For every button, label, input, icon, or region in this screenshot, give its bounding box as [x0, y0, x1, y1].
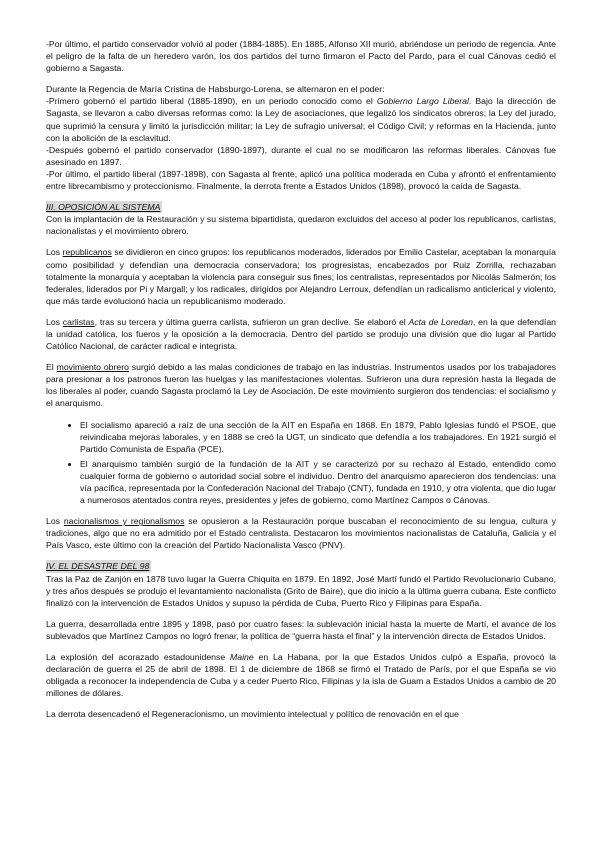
underlined-term: nacionalismos y regionalismos: [63, 516, 185, 527]
paragraph-republicans: Los republicanos se dividieron en cinco grupos: los republicanos moderados, liderados por Emilio Castelar, aceptaban la monarquía como posibilidad y defendían una democracia conservadora; los progresistas, encabezados por Ruiz Zorrilla, rechazaban totalmente la monarquía y aceptaban la violencia para conseguir sus fines; los centralistas, representados por Nicolás Salmerón; los federales, liderados por Pi y Margall; y los radicales, dirigidos por Alejandro Lerroux, defendían un radicalismo anticlerical y violento, que más tarde evolucionó hacia un republicanismo moderado.: [46, 247, 556, 306]
paragraph-cuban-war: Tras la Paz de Zanjón en 1878 tuvo lugar la Guerra Chiquita en 1879. En 1892, José Martí fundó el Partido Revolucionario Cubano, y tres años después se produjo el levantamiento nacionalista (Grito de Baire), que dio inicio a la última guerra cubana. Este conflicto finalizó con la intervención de Estados Unidos y supuso la pérdida de Cuba, Puerto Rico y Filipinas para España.: [46, 573, 556, 608]
paragraph-war-phases: La guerra, desarrollada entre 1895 y 1898, pasó por cuatro fases: la sublevación inicial hasta la muerte de Martí, el avance de los sublevados que Martínez Campos no logró frenar, la política de “guerra hasta el final” y la intervención directa de Estados Unidos.: [46, 618, 556, 641]
italic-term: Maine: [230, 652, 254, 663]
tendencies-list: [46, 419, 556, 507]
paragraph-conservative-return: -Por último, el partido conservador volvió al poder (1884-1885). En 1885, Alfonso XII murió, abriéndose un periodo de regencia. Ante el peligro de la falta de un heredero varón, los dos partidos del turno firmaron el Pacto del Pardo, para el cual Cánovas cedió el gobierno a Sagasta.: [46, 39, 556, 74]
section-heading-disaster: IV. EL DESASTRE DEL 98: [46, 561, 150, 572]
underlined-term: carlistas: [62, 316, 95, 327]
paragraph-maine: La explosión del acorazado estadounidense Maine en La Habana, por la que Estados Unidos culpó a España, provocó la declaración de guerra el 25 de abril de 1898. El 1 de diciembre de 1868 se firmó el Tratado de París, por el que España se vio obligada a reconocer la independencia de Cuba y a ceder Puerto Rico, Filipinas y la isla de Guam a Estados Unidos a cambio de 20 millones de dólares.: [46, 652, 556, 699]
paragraph-nationalisms: Los nacionalismos y regionalismos se opusieron a la Restauración porque buscaban el reconocimiento de su lengua, cultura y tradiciones, algo que no era admitido por el Estado centralista. Destacaron los movimientos nacionalistas de Cataluña, Galicia y el País Vasco, este último con la creación del Partido Nacionalista Vasco (PNV).: [46, 516, 556, 551]
italic-term: Gobierno Largo Liberal: [376, 96, 469, 107]
underlined-term: movimiento obrero: [56, 362, 129, 373]
section-heading-opposition: III. OPOSICIÓN AL SISTEMA: [46, 202, 161, 213]
italic-term: Acta de Loredan: [408, 316, 473, 327]
paragraph-liberal-final: -Por último, el partido liberal (1897-1898), con Sagasta al frente, aplicó una política moderada en Cuba y afrontó el enfrentamiento entre librecambismo y proteccionismo. Finalmente, la derrota frente a Estados Unidos (1898), provocó la caída de Sagasta.: [46, 168, 556, 192]
paragraph-regency-intro: Durante la Regencia de María Cristina de Habsburgo-Lorena, se alternaron en el poder:: [46, 84, 385, 95]
paragraph-opposition-intro: Con la implantación de la Restauración y su sistema bipartidista, quedaron excluidos del acceso al poder los republicanos, carlistas, nacionalistas y el movimiento obrero.: [46, 214, 556, 237]
paragraph-regeneracionismo: La derrota desencadenó el Regeneracionismo, un movimiento intelectual y político de renovación en el que: [46, 709, 459, 720]
underlined-term: republicanos: [62, 247, 112, 258]
paragraph-conservative-government: -Después gobernó el partido conservador (1890-1897), durante el cual no se modificaron las reformas liberales. Cánovas fue asesinado en 1897.: [46, 144, 556, 167]
paragraph-carlists: Los carlistas, tras su tercera y última guerra carlista, sufrieron un gran declive. Se elaboró el Acta de Loredan, en la que defendían la unidad católica, los fueros y la oposición a la democracia. Dentro del partido se produjo una división que dio lugar al Partido Católico Nacional, de carácter radical e integrista.: [46, 316, 556, 352]
document-page: [46, 38, 556, 721]
paragraph-workers-movement: El movimiento obrero surgió debido a las malas condiciones de trabajo en las industrias. Instrumentos usados por los trabajadores para presionar a los patronos fueron las huelgas y las manifestaciones violentas. Sufrieron una dura represión hasta la llegada de los liberales al poder, cuando Sagasta proclamó la Ley de Asociación. De este movimiento surgieron dos tendencias: el socialismo y el anarquismo.: [46, 362, 556, 409]
paragraph-liberal-government: -Primero gobernó el partido liberal (1885-1890), en un periodo conocido como el Gobierno Largo Liberal. Bajo la dirección de Sagasta, se llevaron a cabo diversas reformas como: la Ley de asociaciones, que legalizó los sindicatos obreros; la Ley del jurado, que suprimió la censura y limitó la jurisdicción militar; la Ley de sufragio universal; el Código Civil; y reformas en la Hacienda, junto con la abolición de la esclavitud.: [46, 96, 556, 143]
list-item: • El socialismo apareció a raíz de una sección de la AIT en España en 1868. En 1879, Pablo Iglesias fundó el PSOE, que reivindicaba mejoras laborales, y en 1888 se creó la UGT, un sindicato que defendía a los trabajadores. En 1921 surgió el Partido Comunista de España (PCE).: [80, 419, 556, 455]
list-item: • El anarquismo también surgió de la fundación de la AIT y se caracterizó por su rechazo al Estado, entendido como cualquier forma de gobierno o autoridad social sobre el individuo. Dentro del anarquismo aparecieron dos tendencias: una vía pacífica, representada por la Confederación Nacional del Trabajo (CNT), fundada en 1910, y otra violenta, que dio lugar a numerosos atentados contra reyes, presidentes y jefes de gobierno, como Martínez Campos o Cánovas.: [80, 458, 556, 506]
